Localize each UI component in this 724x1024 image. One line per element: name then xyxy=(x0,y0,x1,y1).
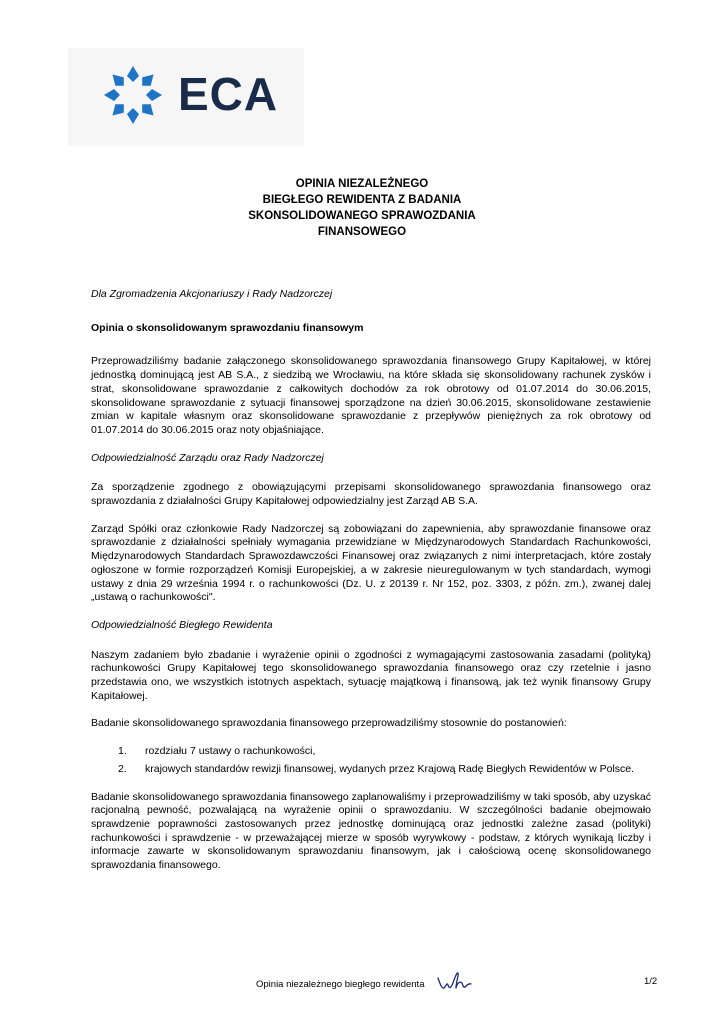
title-line: OPINIA NIEZALEŻNEGO xyxy=(295,178,429,190)
list-text: krajowych standardów rewizji finansowej, wydanych przez Krajową Radę Biegłych Rewidentów w Polsce. xyxy=(145,762,635,775)
list xyxy=(91,745,651,776)
list-text: rozdziału 7 ustawy o rachunkowości, xyxy=(145,745,316,758)
paragraph: Za sporządzenie zgodnego z obowiązującymi przepisami skonsolidowanego sprawozdania finansowego oraz sprawozdania z działalności Grupy Kapitałowej odpowiedzialny jest Zarząd AB S.A. xyxy=(91,481,651,508)
list-number: 2. xyxy=(118,762,127,775)
paragraph: Zarząd Spółki oraz członkowie Rady Nadzorczej są zobowiązani do zapewnienia, aby sprawozdanie finansowe oraz sprawozdanie z działalności spełniały wymagania przewidziane w Międzynarodowych Standardach Rachunkowości, Międzynarodowych Standardach Sprawozdawczości Finansowej oraz związanych z nimi interpretacjach, które zostały ogłoszone w formie rozporządzeń Komisji Europejskiej, a w zakresie nieuregulowanym w tych standardach, wymogi ustawy z dnia 29 września 1994 r. o rachunkowości (Dz. U. z 20139 r. Nr 152, poz. 3303, z późn. zm.), zwanej dalej „ustawą o rachunkowości". xyxy=(91,522,651,604)
paragraph: Przeprowadziliśmy badanie załączonego skonsolidowanego sprawozdania finansowego Grupy Kapitałowej, w której jednostką dominującą jest AB S.A., z siedzibą we Wrocławiu, na które składa się skonsolidowany rachunek zysków i strat, skonsolidowane sprawozdanie z całkowitych dochodów za rok obrotowy od 01.07.2014 do 30.06.2015, skonsolidowane sprawozdanie z sytuacji finansowej sporządzone na dzień 30.06.2015, skonsolidowane zestawienie zmian w kapitale własnym oraz skonsolidowane sprawozdanie z przepływów pieniężnych za rok obrotowy od 01.07.2014 do 30.06.2015 oraz noty objaśniające. xyxy=(91,355,651,436)
list-number: 1. xyxy=(118,745,127,758)
title-line: BIEGŁEGO REWIDENTA Z BADANIA xyxy=(262,194,462,206)
paragraph: Badanie skonsolidowanego sprawozdania finansowego przeprowadziliśmy stosownie do postanowień: xyxy=(91,717,567,730)
document-title xyxy=(0,176,724,240)
section-heading: Opinia o skonsolidowanym sprawozdaniu finansowym xyxy=(91,321,364,334)
signature-initials xyxy=(436,970,472,992)
addressee: Dla Zgromadzenia Akcjonariuszy i Rady Nadzorczej xyxy=(91,288,333,300)
footer-text: Opinia niezależnego biegłego rewidenta xyxy=(256,979,425,990)
page-footer xyxy=(0,970,724,1000)
subheading: Odpowiedzialność Biegłego Rewidenta xyxy=(91,618,273,631)
list-item xyxy=(91,763,651,777)
eca-star-icon xyxy=(102,64,164,126)
logo xyxy=(68,48,304,146)
title-line: SKONSOLIDOWANEGO SPRAWOZDANIA xyxy=(248,210,476,222)
title-line: FINANSOWEGO xyxy=(317,226,407,238)
paragraph: Badanie skonsolidowanego sprawozdania finansowego zaplanowaliśmy i przeprowadziliśmy w taki sposób, aby uzyskać racjonalną pewność, pozwalającą na wyrażenie opinii o sprawozdaniu. W szczególności badanie obejmowało sprawdzenie poprawności zastosowanych przez jednostkę dominującą oraz jednostki zależne zasad (polityki) rachunkowości i sprawdzenie - w przeważającej mierze w sposób wyrywkowy - podstaw, z których wynikają liczby i informacje zawarte w skonsolidowanym sprawozdaniu finansowym, jak i całościową ocenę skonsolidowanego sprawozdania finansowego. xyxy=(91,790,651,872)
page-number: 1/2 xyxy=(644,976,658,987)
paragraph: Naszym zadaniem było zbadanie i wyrażenie opinii o zgodności z wymagającymi zastosowania zasadami (polityką) rachunkowości Grupy Kapitałowej tego skonsolidowanego sprawozdania finansowego oraz czy rzetelnie i jasno przedstawia ono, we wszystkich istotnych aspektach, sytuację majątkową i finansową, jak też wynik finansowy Grupy Kapitałowej. xyxy=(91,648,651,702)
list-item xyxy=(91,745,651,759)
subheading: Odpowiedzialność Zarządu oraz Rady Nadzorczej xyxy=(91,451,324,464)
document-body xyxy=(91,288,651,873)
logo-text: ECA xyxy=(178,68,279,120)
